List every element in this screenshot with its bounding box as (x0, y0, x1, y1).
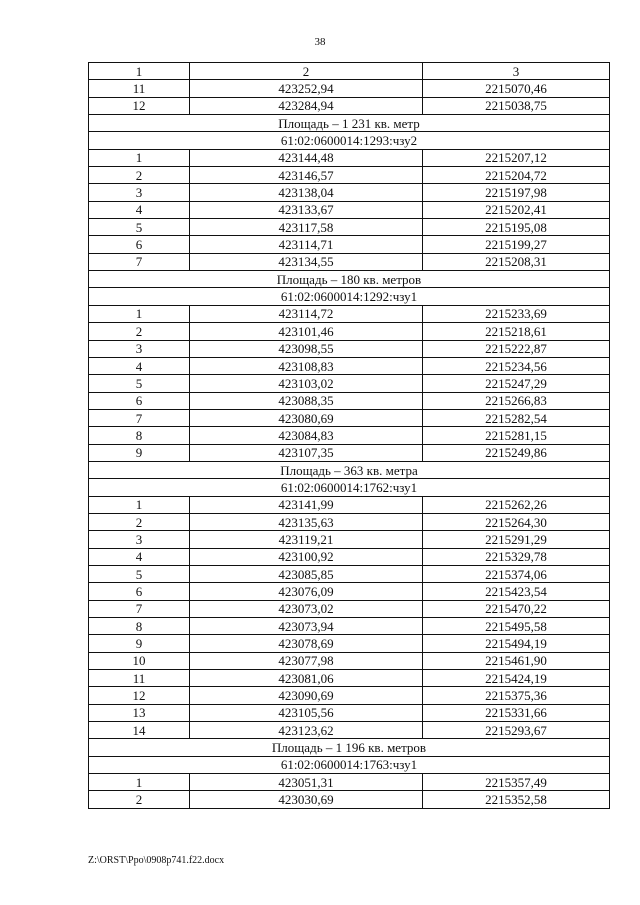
y-coordinate-cell: 2215375,36 (423, 687, 610, 704)
y-coordinate-cell: 2215352,58 (423, 791, 610, 808)
point-number-cell: 10 (89, 652, 190, 669)
table-row (89, 513, 610, 530)
x-coordinate-cell: 423100,92 (190, 548, 423, 565)
y-coordinate-cell: 2215207,12 (423, 149, 610, 166)
y-coordinate-cell: 2215202,41 (423, 201, 610, 218)
point-number-cell: 1 (89, 774, 190, 791)
x-coordinate-cell: 423085,85 (190, 565, 423, 582)
point-number-cell: 7 (89, 600, 190, 617)
table-row (89, 774, 610, 791)
y-coordinate-cell: 2215222,87 (423, 340, 610, 357)
x-coordinate-cell: 423134,55 (190, 253, 423, 270)
table-row (89, 184, 610, 201)
point-number-cell: 9 (89, 635, 190, 652)
table-row (89, 444, 610, 461)
point-number-cell: 13 (89, 704, 190, 721)
point-number-cell: 1 (89, 305, 190, 322)
point-number-cell: 1 (89, 149, 190, 166)
x-coordinate-cell: 423146,57 (190, 167, 423, 184)
x-coordinate-cell: 423084,83 (190, 427, 423, 444)
x-coordinate-cell: 423090,69 (190, 687, 423, 704)
section-label: Площадь – 180 кв. метров (89, 271, 610, 288)
x-coordinate-cell: 423114,71 (190, 236, 423, 253)
point-number-cell: 4 (89, 357, 190, 374)
table-row (89, 565, 610, 582)
point-number-cell: 11 (89, 80, 190, 97)
y-coordinate-cell: 2215266,83 (423, 392, 610, 409)
y-coordinate-cell: 2215291,29 (423, 531, 610, 548)
x-coordinate-cell: 423078,69 (190, 635, 423, 652)
x-coordinate-cell: 423051,31 (190, 774, 423, 791)
section-label: Площадь – 363 кв. метра (89, 461, 610, 478)
point-number-cell: 8 (89, 427, 190, 444)
point-number-cell: 4 (89, 201, 190, 218)
point-number-cell: 2 (89, 323, 190, 340)
table-row (89, 305, 610, 322)
table-row (89, 635, 610, 652)
y-coordinate-cell: 2215197,98 (423, 184, 610, 201)
y-coordinate-cell: 2215374,06 (423, 565, 610, 582)
point-number-cell: 3 (89, 531, 190, 548)
table-body (89, 63, 610, 809)
y-coordinate-cell: 2215195,08 (423, 219, 610, 236)
x-coordinate-cell: 423080,69 (190, 409, 423, 426)
section-row (89, 756, 610, 773)
point-number-cell: 12 (89, 687, 190, 704)
point-number-cell: 3 (89, 340, 190, 357)
x-coordinate-cell: 423107,35 (190, 444, 423, 461)
y-coordinate-cell: 2215495,58 (423, 618, 610, 635)
x-coordinate-cell: 423144,48 (190, 149, 423, 166)
point-number-cell: 1 (89, 496, 190, 513)
point-number-cell: 6 (89, 236, 190, 253)
x-coordinate-cell: 423114,72 (190, 305, 423, 322)
x-coordinate-cell: 423081,06 (190, 670, 423, 687)
section-label: 61:02:0600014:1292:чзу1 (89, 288, 610, 305)
x-coordinate-cell: 423105,56 (190, 704, 423, 721)
section-label: 61:02:0600014:1293:чзу2 (89, 132, 610, 149)
y-coordinate-cell: 2215424,19 (423, 670, 610, 687)
x-coordinate-cell: 423101,46 (190, 323, 423, 340)
y-coordinate-cell: 2215234,56 (423, 357, 610, 374)
y-coordinate-cell: 2215293,67 (423, 722, 610, 739)
point-number-cell: 12 (89, 97, 190, 114)
point-number-cell: 2 (89, 513, 190, 530)
x-coordinate-cell: 423088,35 (190, 392, 423, 409)
y-coordinate-cell: 2215329,78 (423, 548, 610, 565)
section-row (89, 739, 610, 756)
header-cell-point: 1 (89, 63, 190, 80)
table-row (89, 375, 610, 392)
y-coordinate-cell: 2215461,90 (423, 652, 610, 669)
table-row (89, 219, 610, 236)
point-number-cell: 11 (89, 670, 190, 687)
y-coordinate-cell: 2215233,69 (423, 305, 610, 322)
section-row (89, 461, 610, 478)
x-coordinate-cell: 423119,21 (190, 531, 423, 548)
point-number-cell: 14 (89, 722, 190, 739)
table-row (89, 722, 610, 739)
page-number: 38 (314, 36, 326, 48)
section-label: 61:02:0600014:1763:чзу1 (89, 756, 610, 773)
x-coordinate-cell: 423141,99 (190, 496, 423, 513)
y-coordinate-cell: 2215331,66 (423, 704, 610, 721)
header-cell-x: 2 (190, 63, 423, 80)
table-row (89, 236, 610, 253)
table-row (89, 496, 610, 513)
table-row (89, 652, 610, 669)
y-coordinate-cell: 2215218,61 (423, 323, 610, 340)
point-number-cell: 2 (89, 791, 190, 808)
section-label: Площадь – 1 196 кв. метров (89, 739, 610, 756)
section-row (89, 271, 610, 288)
point-number-cell: 9 (89, 444, 190, 461)
x-coordinate-cell: 423123,62 (190, 722, 423, 739)
y-coordinate-cell: 2215204,72 (423, 167, 610, 184)
table-row (89, 80, 610, 97)
point-number-cell: 6 (89, 583, 190, 600)
y-coordinate-cell: 2215264,30 (423, 513, 610, 530)
section-label: Площадь – 1 231 кв. метр (89, 115, 610, 132)
x-coordinate-cell: 423030,69 (190, 791, 423, 808)
table-row (89, 704, 610, 721)
y-coordinate-cell: 2215262,26 (423, 496, 610, 513)
table-header-row (89, 63, 610, 80)
table-row (89, 531, 610, 548)
y-coordinate-cell: 2215423,54 (423, 583, 610, 600)
table-row (89, 600, 610, 617)
point-number-cell: 5 (89, 565, 190, 582)
x-coordinate-cell: 423073,94 (190, 618, 423, 635)
y-coordinate-cell: 2215208,31 (423, 253, 610, 270)
table-row (89, 340, 610, 357)
x-coordinate-cell: 423117,58 (190, 219, 423, 236)
y-coordinate-cell: 2215494,19 (423, 635, 610, 652)
file-path-footer: Z:\ORST\Ppo\0908p741.f22.docx (88, 855, 225, 866)
y-coordinate-cell: 2215038,75 (423, 97, 610, 114)
table-row (89, 427, 610, 444)
coordinates-table (88, 62, 610, 809)
y-coordinate-cell: 2215199,27 (423, 236, 610, 253)
x-coordinate-cell: 423252,94 (190, 80, 423, 97)
table-row (89, 548, 610, 565)
section-row (89, 115, 610, 132)
table-row (89, 149, 610, 166)
y-coordinate-cell: 2215357,49 (423, 774, 610, 791)
x-coordinate-cell: 423284,94 (190, 97, 423, 114)
table-row (89, 253, 610, 270)
table-row (89, 97, 610, 114)
table-row (89, 618, 610, 635)
point-number-cell: 3 (89, 184, 190, 201)
x-coordinate-cell: 423076,09 (190, 583, 423, 600)
y-coordinate-cell: 2215470,22 (423, 600, 610, 617)
table-row (89, 167, 610, 184)
x-coordinate-cell: 423077,98 (190, 652, 423, 669)
x-coordinate-cell: 423073,02 (190, 600, 423, 617)
section-label: 61:02:0600014:1762:чзу1 (89, 479, 610, 496)
point-number-cell: 8 (89, 618, 190, 635)
x-coordinate-cell: 423098,55 (190, 340, 423, 357)
table-row (89, 357, 610, 374)
y-coordinate-cell: 2215281,15 (423, 427, 610, 444)
x-coordinate-cell: 423108,83 (190, 357, 423, 374)
section-row (89, 288, 610, 305)
point-number-cell: 7 (89, 409, 190, 426)
table-row (89, 687, 610, 704)
point-number-cell: 7 (89, 253, 190, 270)
section-row (89, 479, 610, 496)
point-number-cell: 5 (89, 375, 190, 392)
point-number-cell: 4 (89, 548, 190, 565)
table-row (89, 392, 610, 409)
y-coordinate-cell: 2215282,54 (423, 409, 610, 426)
point-number-cell: 5 (89, 219, 190, 236)
point-number-cell: 2 (89, 167, 190, 184)
table-row (89, 670, 610, 687)
table-row (89, 583, 610, 600)
point-number-cell: 6 (89, 392, 190, 409)
section-row (89, 132, 610, 149)
x-coordinate-cell: 423103,02 (190, 375, 423, 392)
y-coordinate-cell: 2215070,46 (423, 80, 610, 97)
table-row (89, 791, 610, 808)
table-row (89, 323, 610, 340)
table-row (89, 409, 610, 426)
x-coordinate-cell: 423138,04 (190, 184, 423, 201)
header-cell-y: 3 (423, 63, 610, 80)
y-coordinate-cell: 2215249,86 (423, 444, 610, 461)
x-coordinate-cell: 423133,67 (190, 201, 423, 218)
x-coordinate-cell: 423135,63 (190, 513, 423, 530)
y-coordinate-cell: 2215247,29 (423, 375, 610, 392)
table-row (89, 201, 610, 218)
